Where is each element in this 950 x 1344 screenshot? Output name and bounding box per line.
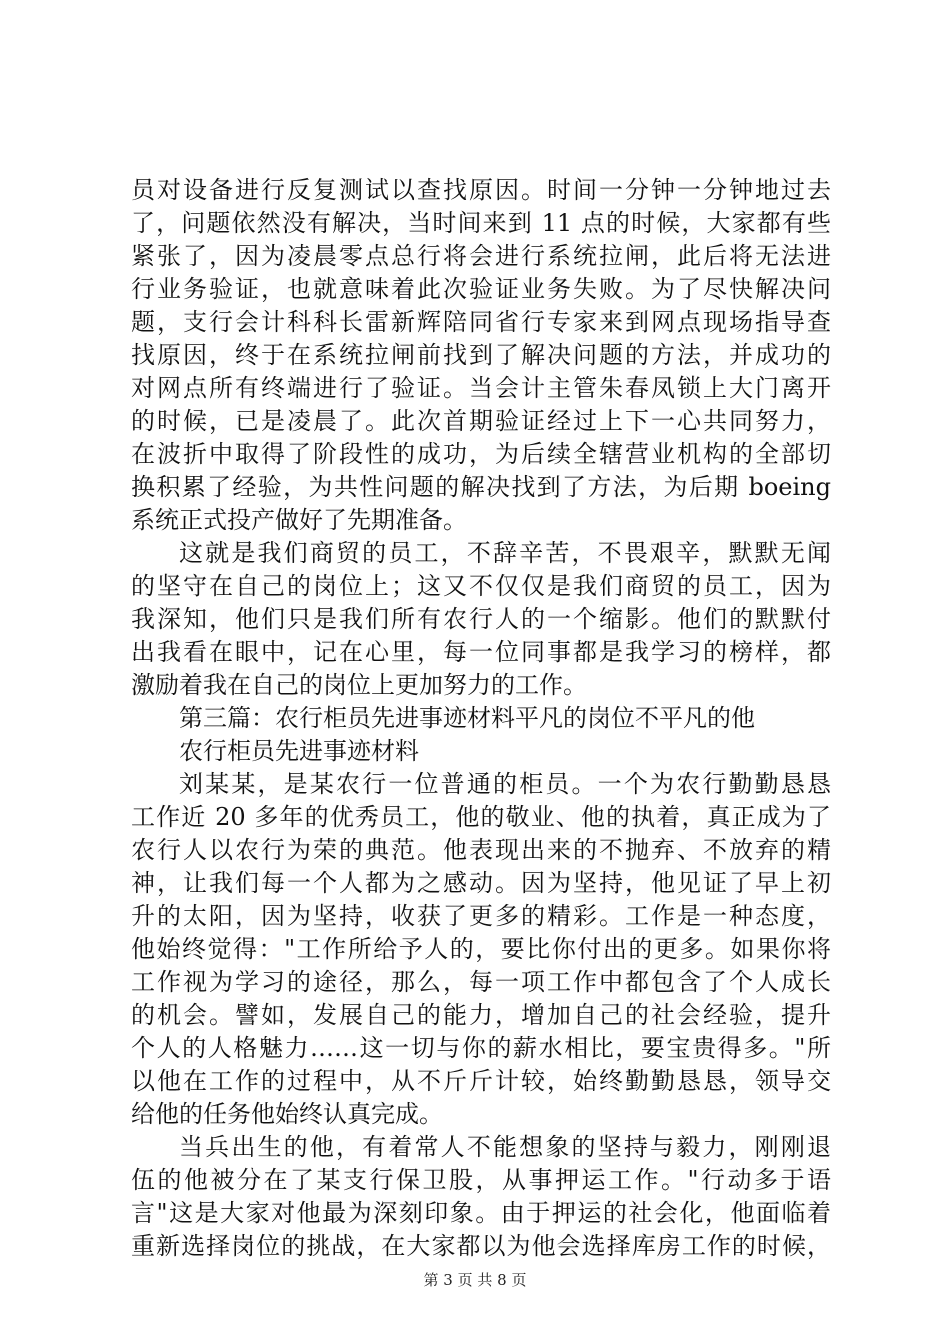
text-line: 他始终觉得："工作所给予人的，要比你付出的更多。如果你将 <box>131 935 831 963</box>
text-line: 的时候，已是凌晨了。此次首期验证经过上下一心共同努力， <box>131 407 831 435</box>
text-line: 系统正式投产做好了先期准备。 <box>131 506 467 534</box>
text-line: 工作近 20 多年的优秀员工，他的敬业、他的执着，真正成为了 <box>131 803 831 831</box>
paragraph-first-line: 当兵出生的他，有着常人不能想象的坚持与毅力，刚刚退 <box>179 1133 831 1161</box>
document-body <box>131 174 831 1263</box>
paragraph-first-line: 刘某某，是某农行一位普通的柜员。一个为农行勤勤恳恳 <box>179 770 831 798</box>
text-line: 重新选择岗位的挑战，在大家都以为他会选择库房工作的时候， <box>131 1232 831 1260</box>
text-line: 题，支行会计科科长雷新辉陪同省行专家来到网点现场指导查 <box>131 308 831 336</box>
text-line: 给他的任务他始终认真完成。 <box>131 1100 443 1128</box>
text-line: 工作视为学习的途径，那么，每一项工作中都包含了个人成长 <box>131 968 831 996</box>
text-line: 伍的他被分在了某支行保卫股，从事押运工作。"行动多于语 <box>131 1166 831 1194</box>
text-line: 言"这是大家对他最为深刻印象。由于押运的社会化，他面临着 <box>131 1199 831 1227</box>
text-line: 员对设备进行反复测试以查找原因。时间一分钟一分钟地过去 <box>131 176 831 204</box>
paragraph-first-line: 这就是我们商贸的员工，不辞辛苦，不畏艰辛，默默无闻 <box>179 539 831 567</box>
section-subheading: 农行柜员先进事迹材料 <box>179 737 419 765</box>
text-line: 农行人以农行为荣的典范。他表现出来的不抛弃、不放弃的精 <box>131 836 831 864</box>
text-line: 以他在工作的过程中，从不斤斤计较，始终勤勤恳恳，领导交 <box>131 1067 831 1095</box>
text-line: 找原因，终于在系统拉闸前找到了解决问题的方法，并成功的 <box>131 341 831 369</box>
text-line: 紧张了，因为凌晨零点总行将会进行系统拉闸，此后将无法进 <box>131 242 831 270</box>
text-line: 了，问题依然没有解决，当时间来到 11 点的时候，大家都有些 <box>131 209 831 237</box>
text-line: 出我看在眼中，记在心里，每一位同事都是我学习的榜样，都 <box>131 638 831 666</box>
text-line: 换积累了经验，为共性问题的解决找到了方法，为后期 boeing <box>131 473 831 501</box>
text-line: 在波折中取得了阶段性的成功，为后续全辖营业机构的全部切 <box>131 440 831 468</box>
text-line: 个人的人格魅力……这一切与你的薪水相比，要宝贵得多。"所 <box>131 1034 831 1062</box>
text-line: 的机会。譬如，发展自己的能力，增加自己的社会经验，提升 <box>131 1001 831 1029</box>
text-line: 我深知，他们只是我们所有农行人的一个缩影。他们的默默付 <box>131 605 831 633</box>
text-line: 对网点所有终端进行了验证。当会计主管朱春凤锁上大门离开 <box>131 374 831 402</box>
text-line: 激励着我在自己的岗位上更加努力的工作。 <box>131 671 587 699</box>
section-heading: 第三篇：农行柜员先进事迹材料平凡的岗位不平凡的他 <box>179 704 755 732</box>
page-number-footer: 第 3 页 共 8 页 <box>423 1271 527 1289</box>
text-line: 的坚守在自己的岗位上；这又不仅仅是我们商贸的员工，因为 <box>131 572 831 600</box>
text-line: 升的太阳，因为坚持，收获了更多的精彩。工作是一种态度， <box>131 902 831 930</box>
text-line: 行业务验证，也就意味着此次验证业务失败。为了尽快解决问 <box>131 275 831 303</box>
text-line: 神，让我们每一个人都为之感动。因为坚持，他见证了早上初 <box>131 869 831 897</box>
